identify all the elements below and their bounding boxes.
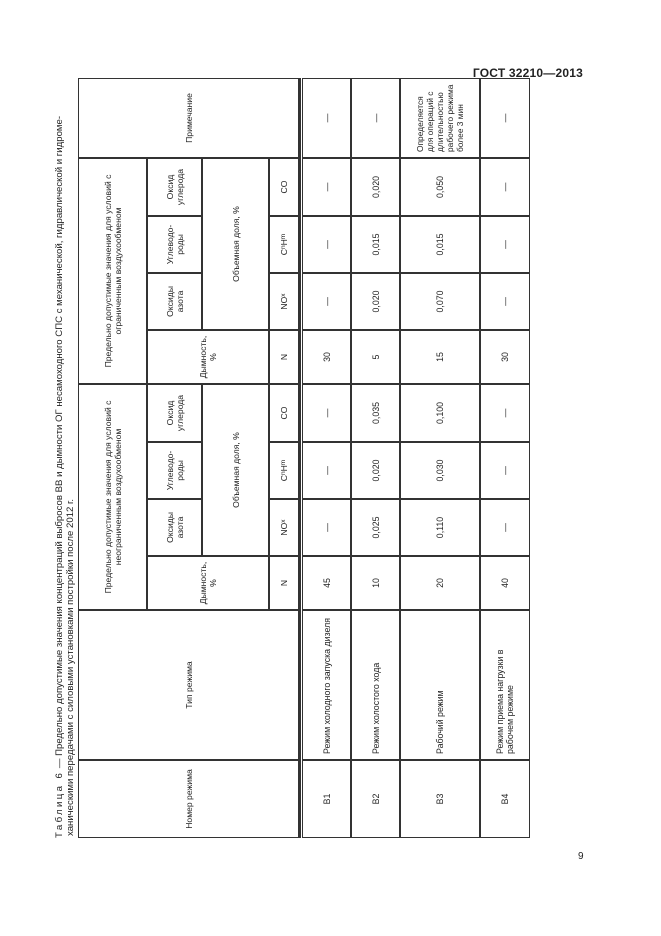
header-volume-unlimited: Объемная доля, % xyxy=(202,384,269,556)
row-b2-smoke-l: 5 xyxy=(351,330,400,384)
row-b3-co-u: 0,100 xyxy=(400,384,480,442)
row-b3-num: В3 xyxy=(400,760,480,838)
row-b2-smoke-u: 10 xyxy=(351,556,400,610)
row-b4-nox-l: — xyxy=(480,273,530,330)
row-b1-note: — xyxy=(302,78,351,158)
header-co-unlimited: Оксид углерода xyxy=(147,384,202,442)
header-mode-type: Тип режима xyxy=(78,610,299,760)
row-b2-nox-u: 0,025 xyxy=(351,499,400,556)
row-b1-smoke-l: 30 xyxy=(302,330,351,384)
row-b1-nox-l: — xyxy=(302,273,351,330)
row-b1-co-l: — xyxy=(302,158,351,216)
row-b4-hc-u: — xyxy=(480,442,530,499)
row-b1-co-u: — xyxy=(302,384,351,442)
row-b3-type: Рабочий режим xyxy=(400,610,480,760)
row-b2-type: Режим холостого хода xyxy=(351,610,400,760)
table-caption xyxy=(54,78,76,838)
row-b4-co-l: — xyxy=(480,158,530,216)
row-b3-nox-l: 0,070 xyxy=(400,273,480,330)
header-hc-unlimited: Углеводо-роды xyxy=(147,442,202,499)
row-b4-num: В4 xyxy=(480,760,530,838)
document-id: ГОСТ 32210—2013 xyxy=(472,66,583,80)
row-b1-hc-u: — xyxy=(302,442,351,499)
row-b3-hc-l: 0,015 xyxy=(400,216,480,273)
row-b1-hc-l: — xyxy=(302,216,351,273)
row-b2-hc-u: 0,020 xyxy=(351,442,400,499)
row-b3-smoke-l: 15 xyxy=(400,330,480,384)
row-b4-note: — xyxy=(480,78,530,158)
header-separator xyxy=(299,78,301,838)
page-number: 9 xyxy=(578,851,584,862)
row-b2-hc-l: 0,015 xyxy=(351,216,400,273)
row-b1-smoke-u: 45 xyxy=(302,556,351,610)
unit-smoke-unlimited: N xyxy=(269,556,299,610)
row-b3-hc-u: 0,030 xyxy=(400,442,480,499)
row-b4-type: Режим приема нагрузки в рабочем режиме xyxy=(480,610,530,760)
header-volume-limited: Объемная доля, % xyxy=(202,158,269,330)
header-smoke-unlimited: Дымность, % xyxy=(147,556,269,610)
header-smoke-limited: Дымность, % xyxy=(147,330,269,384)
row-b2-num: В2 xyxy=(351,760,400,838)
row-b3-smoke-u: 20 xyxy=(400,556,480,610)
row-b1-type: Режим холодного запуска дизеля xyxy=(302,610,351,760)
row-b3-note: Определяется для операций с длительностью рабочего режима более 3 мин xyxy=(400,78,480,158)
unit-hc-unlimited: C n H m xyxy=(269,442,299,499)
row-b4-smoke-u: 40 xyxy=(480,556,530,610)
row-b3-nox-u: 0,110 xyxy=(400,499,480,556)
row-b1-num: В1 xyxy=(302,760,351,838)
header-co-limited: Оксид углерода xyxy=(147,158,202,216)
unit-smoke-limited: N xyxy=(269,330,299,384)
caption-line-1: — Предельно допустимые значения концентраций выбросов ВВ и дымности ОГ несамоходного СПС с механической, гидравлической и гидроме- xyxy=(54,115,65,771)
header-nox-unlimited: Оксиды азота xyxy=(147,499,202,556)
unit-nox-limited: NO x xyxy=(269,273,299,330)
unit-co-limited: CO xyxy=(269,158,299,216)
row-b3-co-l: 0,050 xyxy=(400,158,480,216)
header-hc-limited: Углеводо-роды xyxy=(147,216,202,273)
row-b2-note: — xyxy=(351,78,400,158)
header-mode-number: Номер режима xyxy=(78,760,299,838)
row-b4-hc-l: — xyxy=(480,216,530,273)
row-b1-nox-u: — xyxy=(302,499,351,556)
unit-hc-limited: C n H m xyxy=(269,216,299,273)
row-b4-nox-u: — xyxy=(480,499,530,556)
caption-lead: Таблица 6 xyxy=(54,770,65,838)
header-note: Примечание xyxy=(78,78,299,158)
row-b2-co-u: 0,035 xyxy=(351,384,400,442)
header-nox-limited: Оксиды азота xyxy=(147,273,202,330)
header-group-unlimited: Предельно допустимые значения для условий с неограниченным воздухообменом xyxy=(78,384,147,610)
row-b4-smoke-l: 30 xyxy=(480,330,530,384)
header-group-limited: Предельно допустимые значения для условий с ограниченным воздухообменом xyxy=(78,158,147,384)
unit-nox-unlimited: NO x xyxy=(269,499,299,556)
unit-co-unlimited: CO xyxy=(269,384,299,442)
caption-line-2: ханическими передачами с силовыми установками постройки после 2012 г. xyxy=(65,498,76,836)
row-b4-co-u: — xyxy=(480,384,530,442)
row-b2-co-l: 0,020 xyxy=(351,158,400,216)
row-b2-nox-l: 0,020 xyxy=(351,273,400,330)
rotated-table-container xyxy=(54,78,589,838)
